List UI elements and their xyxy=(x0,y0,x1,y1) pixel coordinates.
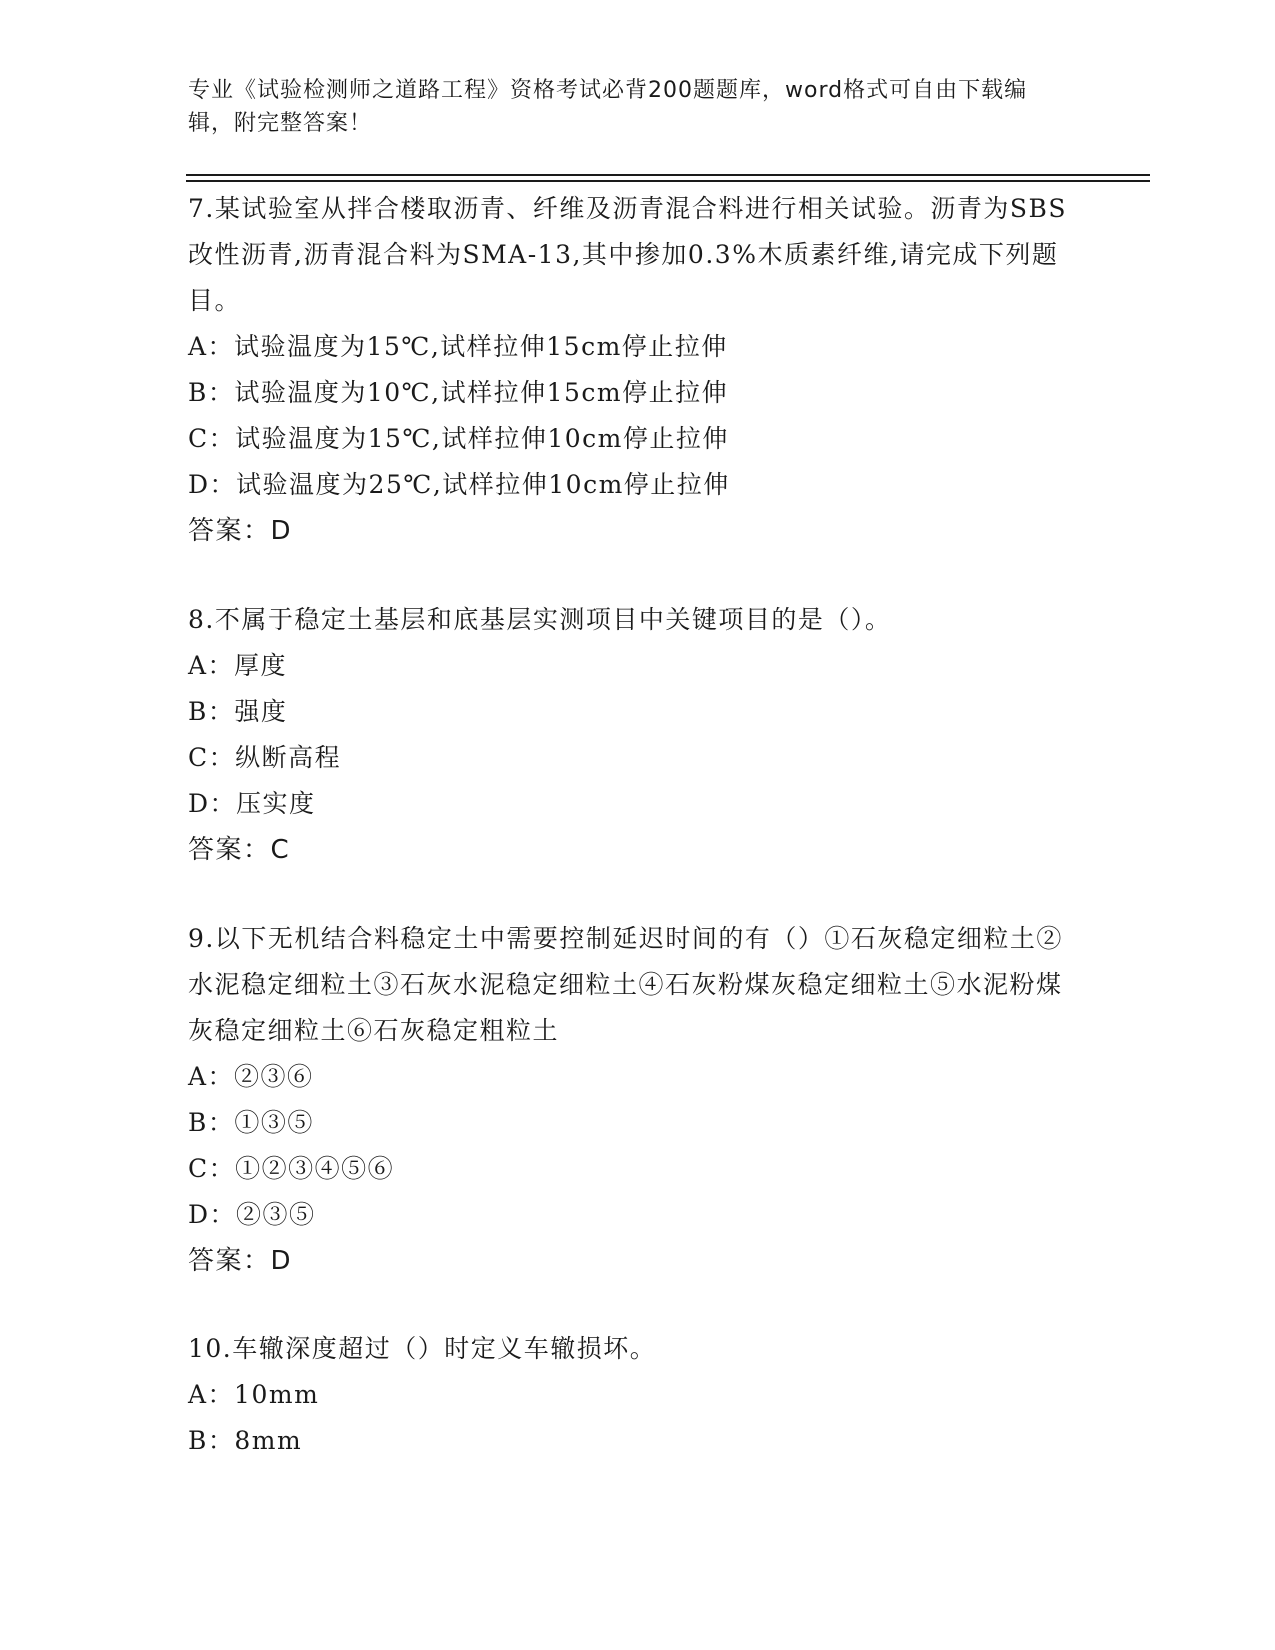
option-a: A：10mm xyxy=(188,1380,320,1409)
option-b: B：强度 xyxy=(188,697,288,726)
option-d: D：压实度 xyxy=(188,789,316,818)
answer-line: 答案：D xyxy=(188,1246,293,1276)
question-9 xyxy=(188,916,1068,1284)
question-10 xyxy=(188,1326,1068,1464)
option-a: A：厚度 xyxy=(188,651,288,680)
question-stem: 9.以下无机结合料稳定土中需要控制延迟时间的有（）①石灰稳定细粒土②水泥稳定细粒土③石灰水泥稳定细粒土④石灰粉煤灰稳定细粒土⑤水泥粉煤灰稳定细粒土⑥石灰稳定粗粒土 xyxy=(188,924,1063,1045)
option-b: B：试验温度为10℃,试样拉伸15cm停止拉伸 xyxy=(188,378,729,407)
option-a: A：②③⑥ xyxy=(188,1062,314,1091)
option-a: A：试验温度为15℃,试样拉伸15cm停止拉伸 xyxy=(188,332,728,361)
option-c: C：纵断高程 xyxy=(188,743,342,772)
header-divider-bottom xyxy=(186,180,1150,182)
option-b: B：8mm xyxy=(188,1426,303,1455)
option-d: D：试验温度为25℃,试样拉伸10cm停止拉伸 xyxy=(188,470,730,499)
answer-line: 答案：C xyxy=(188,835,291,865)
header-divider-top xyxy=(186,174,1150,176)
document-header: 专业《试验检测师之道路工程》资格考试必背200题题库，word格式可自由下载编辑，附完整答案！ xyxy=(188,78,1028,136)
question-7 xyxy=(188,186,1068,554)
answer-line: 答案：D xyxy=(188,516,293,546)
question-stem: 7.某试验室从拌合楼取沥青、纤维及沥青混合料进行相关试验。沥青为SBS改性沥青,沥青混合料为SMA-13,其中掺加0.3%木质素纤维,请完成下列题目。 xyxy=(188,194,1067,315)
question-8 xyxy=(188,597,1068,873)
question-stem: 10.车辙深度超过（）时定义车辙损坏。 xyxy=(188,1334,657,1363)
option-c: C：试验温度为15℃,试样拉伸10cm停止拉伸 xyxy=(188,424,729,453)
option-b: B：①③⑤ xyxy=(188,1108,314,1137)
option-c: C：①②③④⑤⑥ xyxy=(188,1154,395,1183)
option-d: D：②③⑤ xyxy=(188,1200,316,1229)
question-stem: 8.不属于稳定土基层和底基层实测项目中关键项目的是（）。 xyxy=(188,605,892,634)
